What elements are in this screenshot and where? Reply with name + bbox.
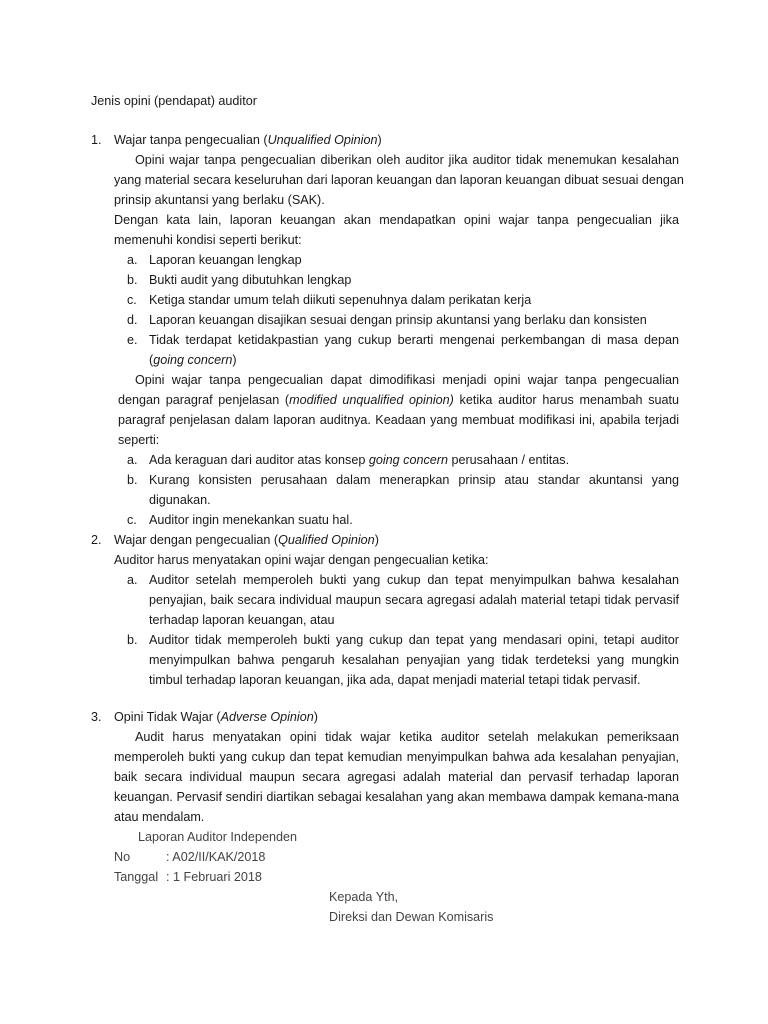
list-marker: b. <box>127 473 138 487</box>
s1-p2-line: Dengan kata lain, laporan keuangan akan mendapatkan opini wajar tanpa pengecualian jika <box>114 213 679 227</box>
list-item: Laporan keuangan lengkap <box>149 253 302 267</box>
letter-recipient: Direksi dan Dewan Komisaris <box>329 910 494 924</box>
letter-to: Kepada Yth, <box>329 890 399 904</box>
list-item: Auditor setelah memperoleh bukti yang cukup dan tepat menyimpulkan bahwa kesalahan <box>149 573 679 587</box>
section-1-number: 1. <box>91 133 102 147</box>
s3-p-line: memperoleh bukti yang cukup dan tepat kemudian menyimpulkan bahwa ada kesalahan penyajian, <box>114 750 679 764</box>
section-3-number: 3. <box>91 710 102 724</box>
list-item-continuation: menyimpulkan bahwa pengaruh kesalahan penyajian yang tidak terdeteksi yang mungkin <box>149 653 679 667</box>
list-marker: c. <box>127 513 137 527</box>
section-1-heading: Wajar tanpa pengecualian (Unqualified Opinion) <box>114 133 382 147</box>
s1-p3-line: Opini wajar tanpa pengecualian dapat dimodifikasi menjadi opini wajar tanpa pengecualian <box>135 373 679 387</box>
list-item-continuation: timbul terhadap laporan keuangan, jika ada, dapat menjadi material tetapi tidak pervasif. <box>149 673 641 687</box>
list-marker: c. <box>127 293 137 307</box>
s3-p-line: keuangan. Pervasif sendiri diartikan sebagai kesalahan yang akan membawa dampak kemana-mana <box>114 790 679 804</box>
list-marker: a. <box>127 253 138 267</box>
s3-p-line: baik secara individual maupun secara agregasi adalah material dan pervasif terhadap laporan <box>114 770 679 784</box>
list-marker: e. <box>127 333 138 347</box>
letter-date-value: : 1 Februari 2018 <box>166 870 262 884</box>
list-item: Ada keraguan dari auditor atas konsep going concern perusahaan / entitas. <box>149 453 570 467</box>
s1-p3-line: paragraf penjelasan dalam laporan auditnya. Keadaan yang membuat modifikasi ini, apabila terjadi <box>118 413 679 427</box>
letter-heading: Laporan Auditor Independen <box>138 830 297 844</box>
list-item: Auditor tidak memperoleh bukti yang cukup dan tepat yang mendasari opini, tetapi auditor <box>149 633 679 647</box>
s1-p2-line: memenuhi kondisi seperti berikut: <box>114 233 302 247</box>
s1-p3-line: seperti: <box>118 433 160 447</box>
list-item: Tidak terdapat ketidakpastian yang cukup berarti mengenai perkembangan di masa depan <box>149 333 679 347</box>
list-marker: b. <box>127 273 138 287</box>
list-item: Bukti audit yang dibutuhkan lengkap <box>149 273 352 287</box>
letter-no-label: No <box>114 850 131 864</box>
s1-p1-line: Opini wajar tanpa pengecualian diberikan oleh auditor jika auditor tidak menemukan kesalahan <box>135 153 679 167</box>
list-item: Laporan keuangan disajikan sesuai dengan prinsip akuntansi yang berlaku dan konsisten <box>149 313 647 327</box>
list-item-continuation: penyajian, baik secara individual maupun secara agregasi adalah material tetapi tidak pervasif <box>149 593 679 607</box>
list-marker: d. <box>127 313 138 327</box>
list-item-continuation: digunakan. <box>149 493 211 507</box>
list-marker: a. <box>127 573 138 587</box>
s2-intro: Auditor harus menyatakan opini wajar dengan pengecualian ketika: <box>114 553 489 567</box>
section-2-heading: Wajar dengan pengecualian (Qualified Opinion) <box>114 533 379 547</box>
list-marker: b. <box>127 633 138 647</box>
list-marker: a. <box>127 453 138 467</box>
letter-date-label: Tanggal <box>114 870 159 884</box>
s3-p-line: Audit harus menyatakan opini tidak wajar ketika auditor setelah melakukan pemeriksaan <box>135 730 679 744</box>
s1-p1-line: yang material secara keseluruhan dari laporan keuangan dan laporan keuangan dibuat sesuai dengan <box>114 173 684 187</box>
list-item-continuation: (going concern) <box>149 353 237 367</box>
list-item-continuation: terhadap laporan keuangan, atau <box>149 613 335 627</box>
s1-p1-line: prinsip akuntansi yang berlaku (SAK). <box>114 193 325 207</box>
letter-no-value: : A02/II/KAK/2018 <box>166 850 266 864</box>
list-item: Kurang konsisten perusahaan dalam menerapkan prinsip atau standar akuntansi yang <box>149 473 679 487</box>
s1-p3-line: dengan paragraf penjelasan (modified unqualified opinion) ketika auditor harus menambah suatu <box>118 393 680 407</box>
section-3-heading: Opini Tidak Wajar (Adverse Opinion) <box>114 710 318 724</box>
s3-p-line: atau mendalam. <box>114 810 205 824</box>
list-item: Auditor ingin menekankan suatu hal. <box>149 513 353 527</box>
section-2-number: 2. <box>91 533 102 547</box>
list-item: Ketiga standar umum telah diikuti sepenuhnya dalam perikatan kerja <box>149 293 532 307</box>
document-title: Jenis opini (pendapat) auditor <box>91 94 257 108</box>
